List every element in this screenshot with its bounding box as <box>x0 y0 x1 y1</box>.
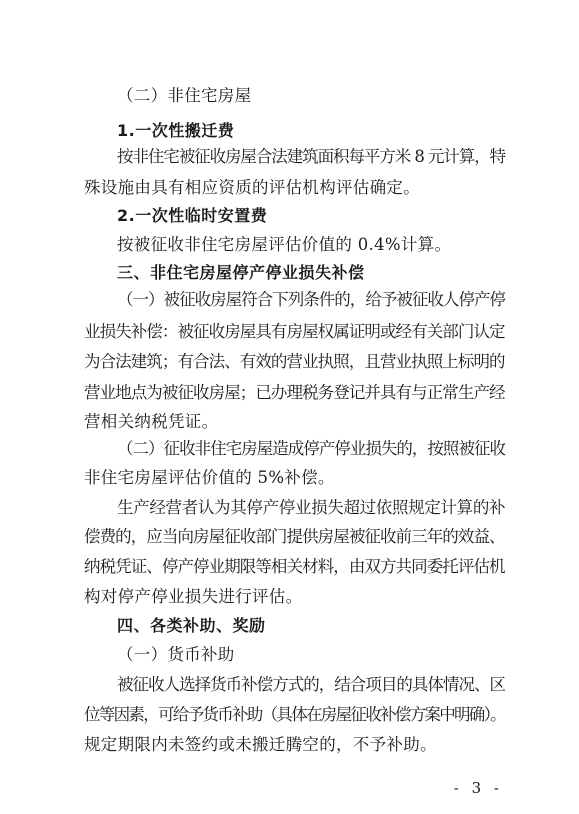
paragraph-line: 业损失补偿：被征收房屋具有房屋权属证明或经有关部门认定 <box>84 322 505 341</box>
subsection-heading-non-residential: （二）非住宅房屋 <box>117 86 252 105</box>
paragraph-line: 规定期限内未签约或未搬迁腾空的，不予补助。 <box>84 735 437 754</box>
subsection-heading-monetary-subsidy: （一）货币补助 <box>117 645 235 664</box>
item-heading-resettlement-fee: 2.一次性临时安置费 <box>117 206 268 225</box>
paragraph-line: 殊设施由具有相应资质的评估机构评估确定。 <box>84 178 420 197</box>
paragraph-line: 按非住宅被征收房屋合法建筑面积每平方米 8 元计算，特 <box>117 147 506 166</box>
paragraph-line: 营相关纳税凭证。 <box>84 412 219 431</box>
paragraph-line: 构对停产停业损失进行评估。 <box>84 587 303 606</box>
paragraph-line: 纳税凭证、停产停业期限等相关材料，由双方共同委托评估机 <box>84 557 505 576</box>
paragraph-line: 生产经营者认为其停产停业损失超过依照规定计算的补 <box>117 498 506 517</box>
paragraph-line: 为合法建筑；有合法、有效的营业执照，且营业执照上标明的 <box>84 352 505 371</box>
paragraph-line: 营业地点为被征收房屋；已办理税务登记并具有与正常生产经 <box>84 383 505 402</box>
paragraph-line: （一）被征收房屋符合下列条件的，给予被征收人停产停 <box>117 290 506 309</box>
paragraph-line: （二）征收非住宅房屋造成停产停业损失的，按照被征收 <box>117 439 506 458</box>
item-heading-moving-fee: 1.一次性搬迁费 <box>117 121 235 140</box>
paragraph-line: 非住宅房屋评估价值的 5%补偿。 <box>84 468 335 487</box>
page-number: - 3 - <box>453 779 503 797</box>
paragraph-line: 位等因素，可给予货币补助（具体在房屋征收补偿方案中明确）。 <box>84 705 505 724</box>
paragraph-line: 被征收人选择货币补偿方式的，结合项目的具体情况、区 <box>117 675 506 694</box>
paragraph-line: 偿费的，应当向房屋征收部门提供房屋被征收前三年的效益、 <box>84 527 505 546</box>
section-heading-subsidies: 四、各类补助、奖励 <box>117 616 266 635</box>
section-heading-business-loss: 三、非住宅房屋停产停业损失补偿 <box>117 263 365 282</box>
paragraph-line: 按被征收非住宅房屋评估价值的 0.4%计算。 <box>117 235 452 254</box>
